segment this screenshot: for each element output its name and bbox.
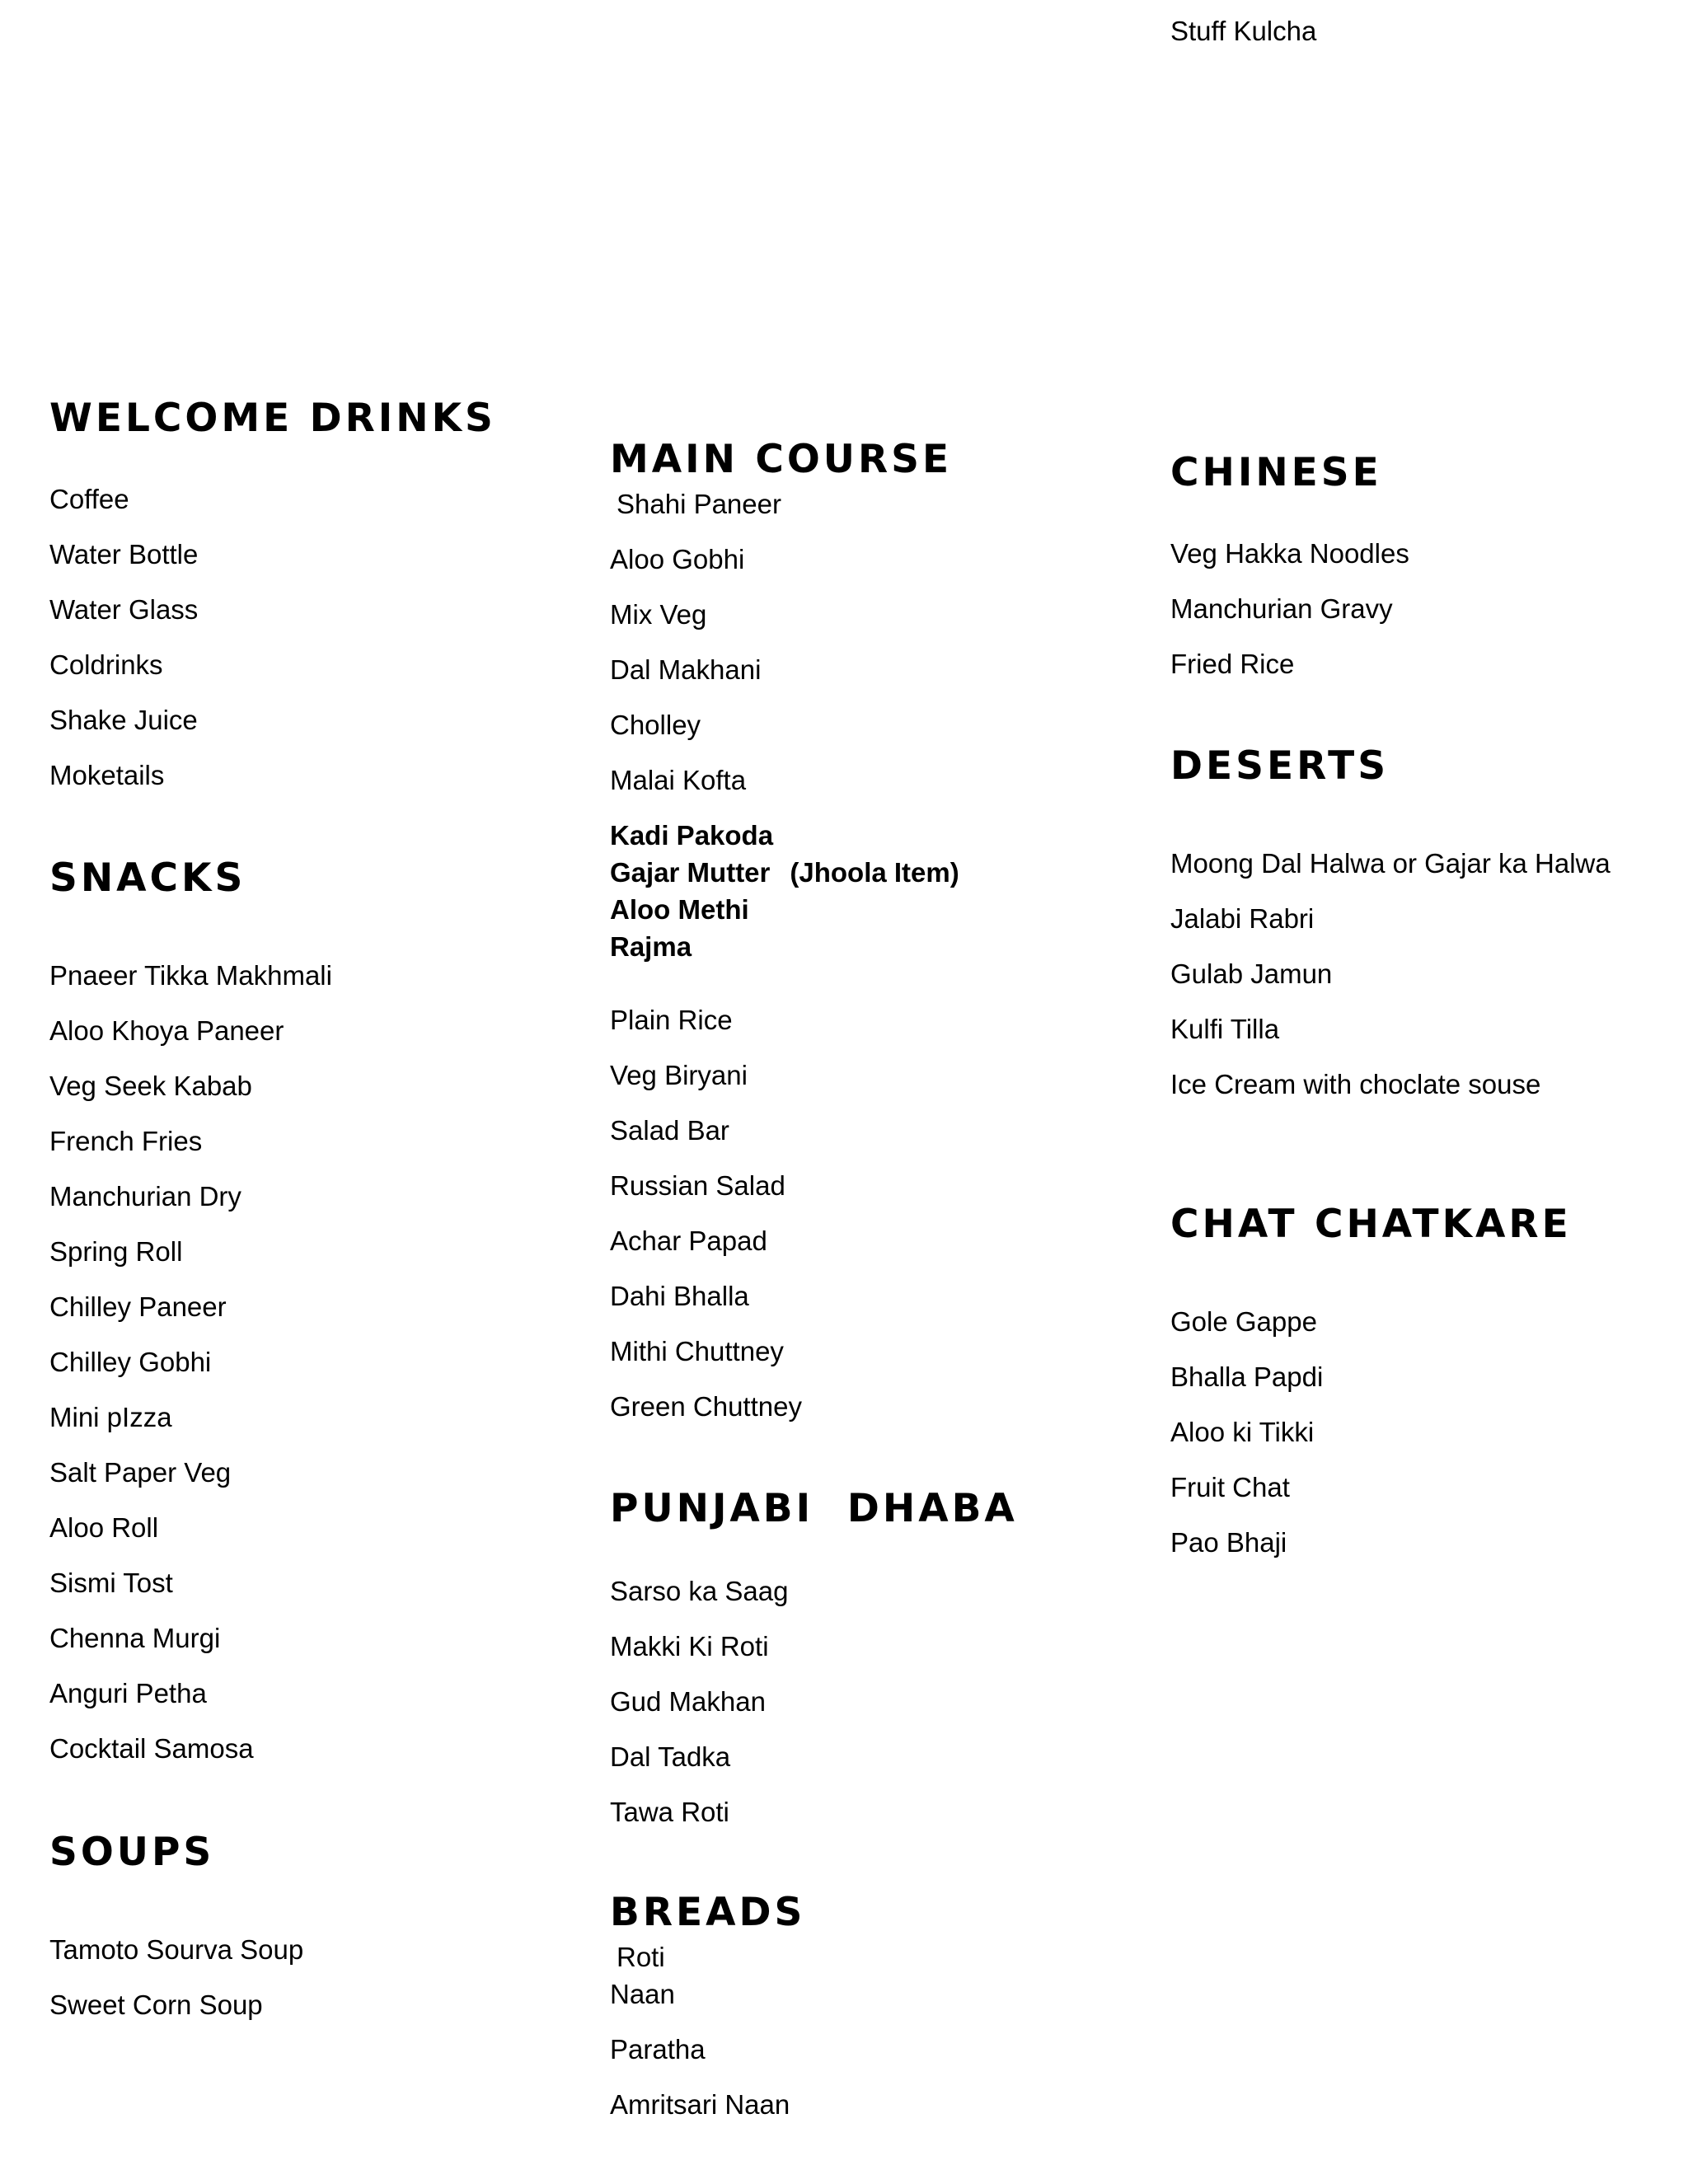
section-title-chinese: CHINESE — [1170, 450, 1382, 495]
menu-item: Salt Paper Veg — [49, 1457, 232, 1488]
section-title-snacks: SNACKS — [49, 855, 246, 901]
menu-item: Aloo Gobhi — [610, 544, 745, 574]
menu-item: Anguri Petha — [49, 1678, 207, 1708]
menu-item: Gole Gappe — [1170, 1306, 1317, 1337]
menu-item: Coffee — [49, 484, 129, 514]
menu-item: Roti — [617, 1942, 665, 1972]
section-title-soups: SOUPS — [49, 1830, 215, 1875]
menu-item: Paratha — [610, 2034, 706, 2064]
menu-item: Chilley Gobhi — [49, 1347, 212, 1377]
menu-item: Tawa Roti — [610, 1797, 729, 1827]
menu-item: Moong Dal Halwa or Gajar ka Halwa — [1170, 848, 1611, 879]
jhoola-menu-item: Gajar Mutter — [610, 857, 771, 888]
menu-item: Plain Rice — [610, 1005, 733, 1035]
menu-item: Russian Salad — [610, 1170, 785, 1201]
menu-item: Aloo Khoya Paneer — [49, 1015, 284, 1046]
menu-item: Moketails — [49, 760, 165, 790]
menu-item: Sweet Corn Soup — [49, 1990, 263, 2020]
menu-item: Manchurian Dry — [49, 1181, 241, 1212]
menu-item: French Fries — [49, 1126, 203, 1156]
menu-item: Cholley — [610, 710, 701, 740]
menu-item: Shahi Paneer — [617, 489, 781, 519]
menu-item: Salad Bar — [610, 1115, 729, 1146]
section-title-breads: BREADS — [610, 1890, 806, 1935]
jhoola-menu-item: Rajma — [610, 931, 692, 962]
menu-item: Water Glass — [49, 594, 199, 625]
menu-item: Chilley Paneer — [49, 1291, 227, 1322]
menu-item: Pao Bhaji — [1170, 1527, 1287, 1558]
menu-item: Gulab Jamun — [1170, 958, 1333, 989]
menu-item: Achar Papad — [610, 1226, 767, 1256]
jhoola-item-note: (Jhoola Item) — [790, 857, 959, 888]
section-title-deserts: DESERTS — [1170, 743, 1390, 789]
menu-item: Coldrinks — [49, 649, 163, 680]
menu-item: Bhalla Papdi — [1170, 1361, 1324, 1392]
menu-item: Mini pIzza — [49, 1402, 172, 1432]
section-title-welcome-drinks: WELCOME DRINKS — [49, 396, 496, 441]
menu-column-middle — [610, 0, 1170, 2184]
menu-item: Fruit Chat — [1170, 1472, 1290, 1502]
menu-item: Veg Seek Kabab — [49, 1071, 252, 1101]
menu-item: Veg Hakka Noodles — [1170, 538, 1409, 569]
jhoola-menu-item: Aloo Methi — [610, 894, 749, 925]
menu-item: Sarso ka Saag — [610, 1576, 789, 1606]
menu-column-left — [49, 0, 610, 2184]
section-title-punjabi-dhaba: PUNJABI DHABA — [610, 1486, 1018, 1531]
menu-item: Cocktail Samosa — [49, 1733, 254, 1764]
menu-item: Water Bottle — [49, 539, 199, 569]
menu-item: Spring Roll — [49, 1236, 183, 1267]
section-title-main-course: MAIN COURSE — [610, 437, 953, 482]
menu-item: Makki Ki Roti — [610, 1631, 769, 1661]
menu-item: Amritsari Naan — [610, 2089, 790, 2120]
menu-item: Tamoto Sourva Soup — [49, 1934, 304, 1965]
menu-item: Ice Cream with choclate souse — [1170, 1069, 1541, 1099]
menu-item: Malai Kofta — [610, 765, 747, 795]
menu-item: Aloo Roll — [49, 1512, 159, 1543]
menu-item: Dal Makhani — [610, 654, 762, 685]
menu-item: Green Chuttney — [610, 1391, 802, 1422]
menu-item: Mithi Chuttney — [610, 1336, 784, 1366]
menu-item: Dahi Bhalla — [610, 1281, 749, 1311]
menu-item: Stuff Kulcha — [1170, 16, 1317, 46]
menu-item: Naan — [610, 1979, 675, 2009]
menu-item: Shake Juice — [49, 705, 198, 735]
menu-item: Mix Veg — [610, 599, 707, 630]
menu-item: Chenna Murgi — [49, 1623, 221, 1653]
jhoola-menu-item-row — [610, 856, 959, 889]
menu-item: Fried Rice — [1170, 649, 1295, 679]
menu-item: Dal Tadka — [610, 1741, 731, 1772]
menu-item: Pnaeer Tikka Makhmali — [49, 960, 332, 991]
section-title-chat-chatkare: CHAT CHATKARE — [1170, 1202, 1572, 1247]
menu-item: Kulfi Tilla — [1170, 1014, 1280, 1044]
menu-column-right — [1170, 0, 1688, 2184]
menu-item: Aloo ki Tikki — [1170, 1417, 1315, 1447]
menu-item: Sismi Tost — [49, 1568, 173, 1598]
menu-item: Veg Biryani — [610, 1060, 748, 1090]
menu-item: Gud Makhan — [610, 1686, 766, 1717]
menu-item: Manchurian Gravy — [1170, 593, 1393, 624]
jhoola-menu-item: Kadi Pakoda — [610, 820, 774, 851]
menu-item: Jalabi Rabri — [1170, 903, 1315, 934]
